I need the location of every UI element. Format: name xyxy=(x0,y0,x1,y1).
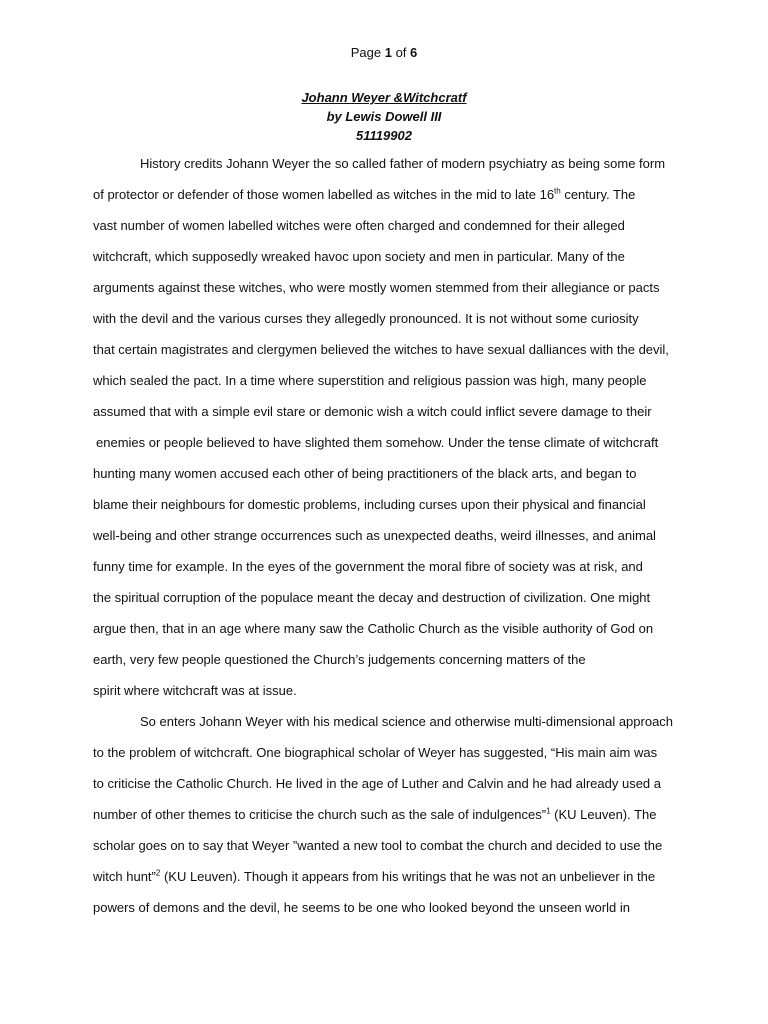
body-line: arguments against these witches, who were mostly women stemmed from their allegiance or pacts xyxy=(93,280,660,295)
body-line: spirit where witchcraft was at issue. xyxy=(93,683,297,698)
body-line: assumed that with a simple evil stare or demonic wish a witch could inflict severe damage to their xyxy=(93,404,652,419)
body-line-text: number of other themes to criticise the church such as the sale of indulgences” xyxy=(93,807,547,822)
body-line: well-being and other strange occurrences such as unexpected deaths, weird illnesses, and animal xyxy=(93,528,656,543)
body-line: the spiritual corruption of the populace meant the decay and destruction of civilization. One might xyxy=(93,590,651,605)
page-of: of xyxy=(395,45,407,60)
document-title: Johann Weyer &Witchcratf xyxy=(301,90,467,105)
document-byline: by Lewis Dowell III xyxy=(326,109,442,124)
body-line-tail: century. The xyxy=(560,187,636,202)
body-line: with the devil and the various curses they allegedly pronounced. It is not without some curiosity xyxy=(93,311,639,326)
body-line: blame their neighbours for domestic problems, including curses upon their physical and financial xyxy=(93,497,646,512)
body-line: that certain magistrates and clergymen believed the witches to have sexual dalliances with the devil, xyxy=(93,342,669,357)
body-line: powers of demons and the devil, he seems to be one who looked beyond the unseen world in xyxy=(93,900,630,915)
body-line xyxy=(93,867,683,898)
body-line: earth, very few people questioned the Church’s judgements concerning matters of the xyxy=(93,652,586,667)
body-line: scholar goes on to say that Weyer ”wanted a new tool to combat the church and decided to use the xyxy=(93,838,663,853)
page-number: 1 xyxy=(384,45,392,60)
footnote-ref-2: 2 xyxy=(155,868,161,878)
page-total: 6 xyxy=(410,45,418,60)
body-line: So enters Johann Weyer with his medical science and otherwise multi-dimensional approach xyxy=(140,714,674,729)
superscript-th: th xyxy=(554,186,561,196)
body-line-text: of protector or defender of those women labelled as witches in the mid to late 16 xyxy=(93,187,555,202)
title-block xyxy=(0,88,768,145)
body-line: to criticise the Catholic Church. He lived in the age of Luther and Calvin and he had already used a xyxy=(93,776,662,791)
body-line: History credits Johann Weyer the so called father of modern psychiatry as being some form xyxy=(140,156,666,171)
body-line: to the problem of witchcraft. One biographical scholar of Weyer has suggested, “His main aim was xyxy=(93,745,658,760)
page-header xyxy=(0,45,768,60)
body-line: argue then, that in an age where many saw the Catholic Church as the visible authority of God on xyxy=(93,621,654,636)
body-line: witchcraft, which supposedly wreaked havoc upon society and men in particular. Many of the xyxy=(93,249,625,264)
body-line-tail: (KU Leuven). The xyxy=(550,807,657,822)
body-line xyxy=(93,185,683,216)
body-line: vast number of women labelled witches were often charged and condemned for their alleged xyxy=(93,218,625,233)
document-body xyxy=(93,154,683,929)
page-prefix: Page xyxy=(350,45,382,60)
body-line xyxy=(93,805,683,836)
body-line: which sealed the pact. In a time where superstition and religious passion was high, many people xyxy=(93,373,647,388)
footnote-ref-1: 1 xyxy=(546,806,551,816)
body-line: enemies or people believed to have slighted them somehow. Under the tense climate of witchcraft xyxy=(96,435,659,450)
body-line-text: witch hunt” xyxy=(93,869,156,884)
document-id: 51119902 xyxy=(356,128,412,143)
body-line: funny time for example. In the eyes of the government the moral fibre of society was at risk, and xyxy=(93,559,643,574)
body-line: hunting many women accused each other of being practitioners of the black arts, and began to xyxy=(93,466,637,481)
body-line-tail: (KU Leuven). Though it appears from his writings that he was not an unbeliever in the xyxy=(160,869,656,884)
